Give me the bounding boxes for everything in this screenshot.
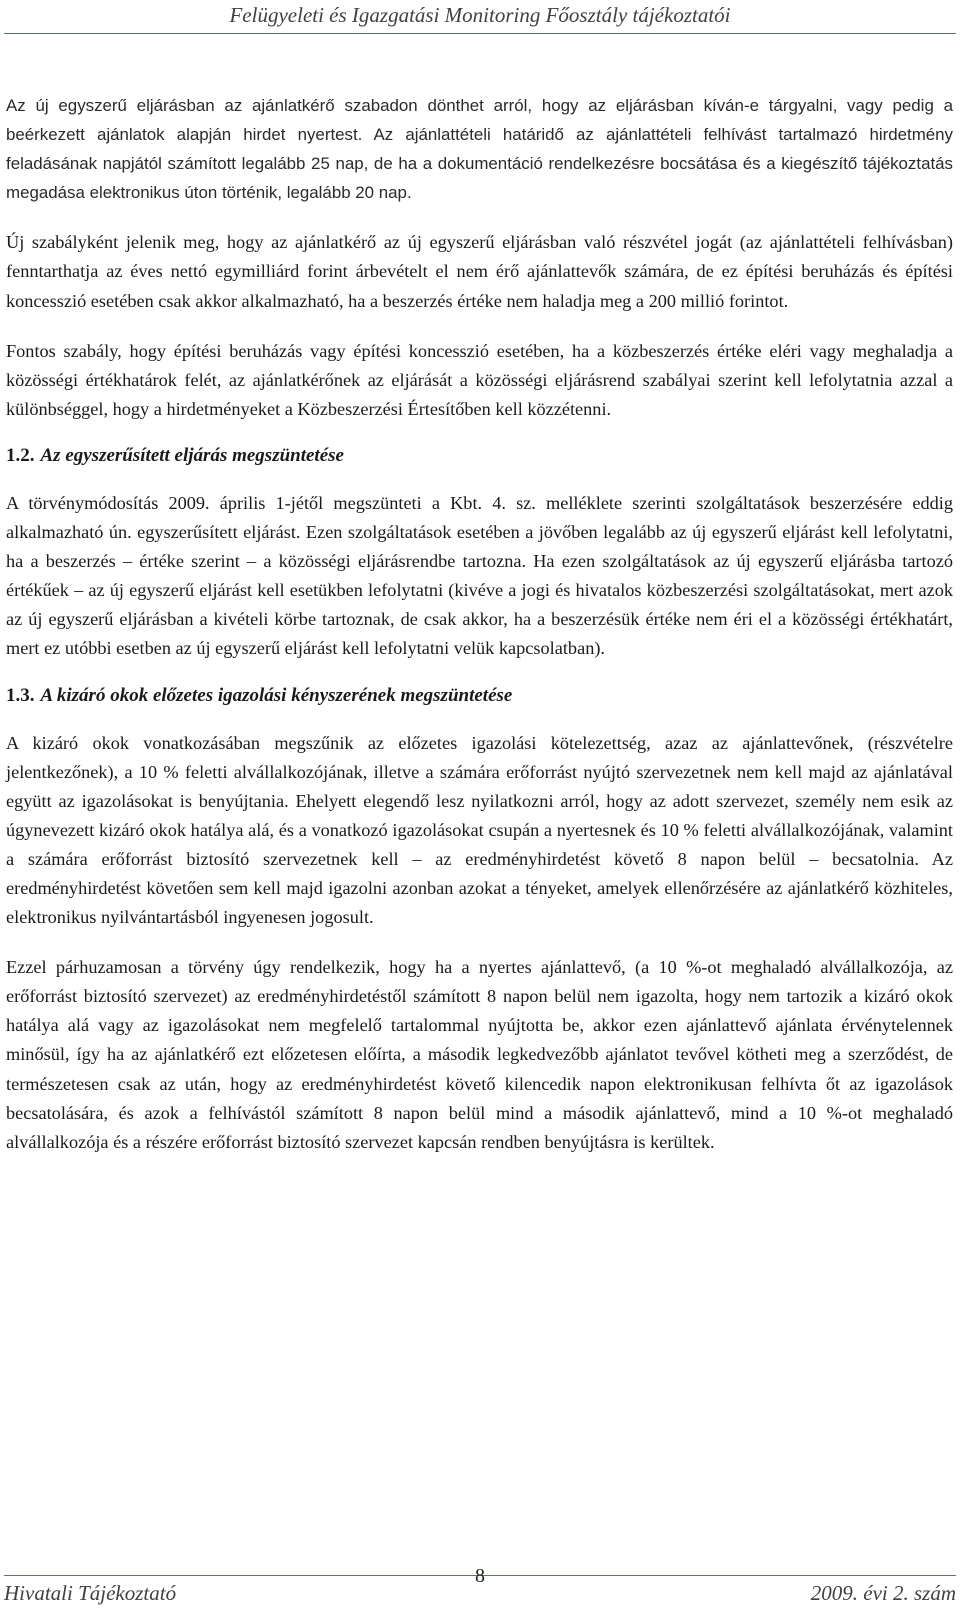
- paragraph-4: A törvénymódosítás 2009. április 1-jétől megszünteti a Kbt. 4. sz. melléklete szerinti szolgáltatások beszerzésére eddig alkalmazható ún. egyszerűsített eljárást. Ezen szolgáltatások esetében a jövőben legalább az új egyszerű eljárást kell lefolytatni, ha a beszerzés – értéke szerint – a közösségi eljárásrendbe tartozna. Ha ezen szolgáltatások az új egyszerű eljárásba tartozó értékűek – az új egyszerű eljárást kell esetükben lefolytatni (kivéve a jogi és hivatalos közbeszerzési szolgáltatásokat, mert azok az új egyszerű eljárásban a kivételi körbe tartoznak, de csak akkor, ha a beszerzésük értéke nem éri el a közösségi értékhatárt, mert ez utóbbi esetben az új egyszerű eljárást kell lefolytatni velük kapcsolatban).: [6, 492, 953, 659]
- section-number: 1.2.: [6, 444, 35, 466]
- footer-issue: 2009. évi 2. szám: [810, 1581, 956, 1605]
- page-footer: [4, 1565, 956, 1611]
- section-title: Az egyszerűsített eljárás megszüntetése: [40, 444, 344, 466]
- paragraph-3: Fontos szabály, hogy építési beruházás vagy építési koncesszió esetében, ha a közbeszerzés értéke eléri vagy meghaladja a közösségi értékhatárok felét, az ajánlatkérőnek az eljárását a közösségi eljárásrend szabályai szerint kell lefolytatnia azzal a különbséggel, hogy a hirdetményeket a Közbeszerzési Értesítőben kell közzétenni.: [6, 340, 953, 419]
- page-content: [6, 91, 953, 1157]
- section-number: 1.3.: [6, 684, 35, 706]
- paragraph-5: A kizáró okok vonatkozásában megszűnik az előzetes igazolási kötelezettség, azaz az ajánlattevőnek, (részvételre jelentkezőnek), a 10 % feletti alvállalkozójának, illetve a számára erőforrást nyújtó szervezetnek nem kell majd az ajánlatával együtt az igazolásokat is benyújtania. Ehelyett elegendő lesz nyilatkozni arról, hogy az adott szervezet, személy nem esik az úgynevezett kizáró okok hatálya alá, és a vonatkozó igazolásokat csupán a nyertesnek és 10 % feletti alvállalkozójának, valamint a számára erőforrást biztosító szervezetnek kell – az eredményhirdetést követő 8 napon belül – becsatolnia. Az eredményhirdetést követően sem kell majd igazolni azonban azokat a tényeket, amelyek ellenőrzésére az ajánlatkérő közhiteles, elektronikus nyilvántartásból ingyenesen jogosult.: [6, 732, 953, 928]
- section-heading-1-2: [6, 441, 953, 471]
- footer-publication: Hivatali Tájékoztató: [4, 1581, 177, 1605]
- paragraph-2: Új szabályként jelenik meg, hogy az ajánlatkérő az új egyszerű eljárásban való részvétel jogát (az ajánlattételi felhívásban) fenntarthatja az éves nettó egymilliárd forint árbevételt el nem érő ajánlattevők számára, de ez építési beruházás és építési koncesszió esetében csak akkor alkalmazható, ha a beszerzés értéke nem haladja meg a 200 millió forintot.: [6, 232, 953, 311]
- section-title: A kizáró okok előzetes igazolási kényszerének megszüntetése: [40, 684, 513, 706]
- paragraph-6: Ezzel párhuzamosan a törvény úgy rendelkezik, hogy ha a nyertes ajánlattevő, (a 10 %-ot meghaladó alvállalkozója, az erőforrást biztosító szervezet) az eredményhirdetéstől számított 8 napon belül nem igazolta, hogy nem tartozik a kizáró okok hatálya alá vagy az igazolásokat nem megfelelő tartalommal nyújtotta be, akkor ezen ajánlattevő ajánlata érvénytelennek minősül, így ha az ajánlatkérő ezt előzetesen előírta, a második legkedvezőbb ajánlatot tevővel kötheti meg a szerződést, de természetesen csak az után, hogy az eredményhirdetést követő kilencedik napon elektronikusan felhívta őt az igazolások becsatolására, és azok a felhívástól számított 8 napon belül mind a második ajánlattevő, mind a 10 %-ot meghaladó alvállalkozója és a részére erőforrást biztosító szervezet kapcsán rendben benyújtásra is kerültek.: [6, 957, 953, 1152]
- page-number: 8: [475, 1565, 485, 1587]
- header-title: Felügyeleti és Igazgatási Monitoring Főosztály tájékoztatói: [229, 3, 731, 27]
- page-header: [0, 0, 960, 34]
- header-divider: [4, 33, 956, 34]
- paragraph-1: Az új egyszerű eljárásban az ajánlatkérő szabadon dönthet arról, hogy az eljárásban kíván-e tárgyalni, vagy pedig a beérkezett ajánlatok alapján hirdet nyertest. Az ajánlattételi határidő az ajánlattételi felhívást tartalmazó hirdetmény feladásának napjától számított legalább 25 nap, de ha a dokumentáció rendelkezésre bocsátása és a kiegészítő tájékoztatás megadása elektronikus úton történik, legalább 20 nap.: [6, 96, 953, 203]
- section-heading-1-3: [6, 681, 953, 711]
